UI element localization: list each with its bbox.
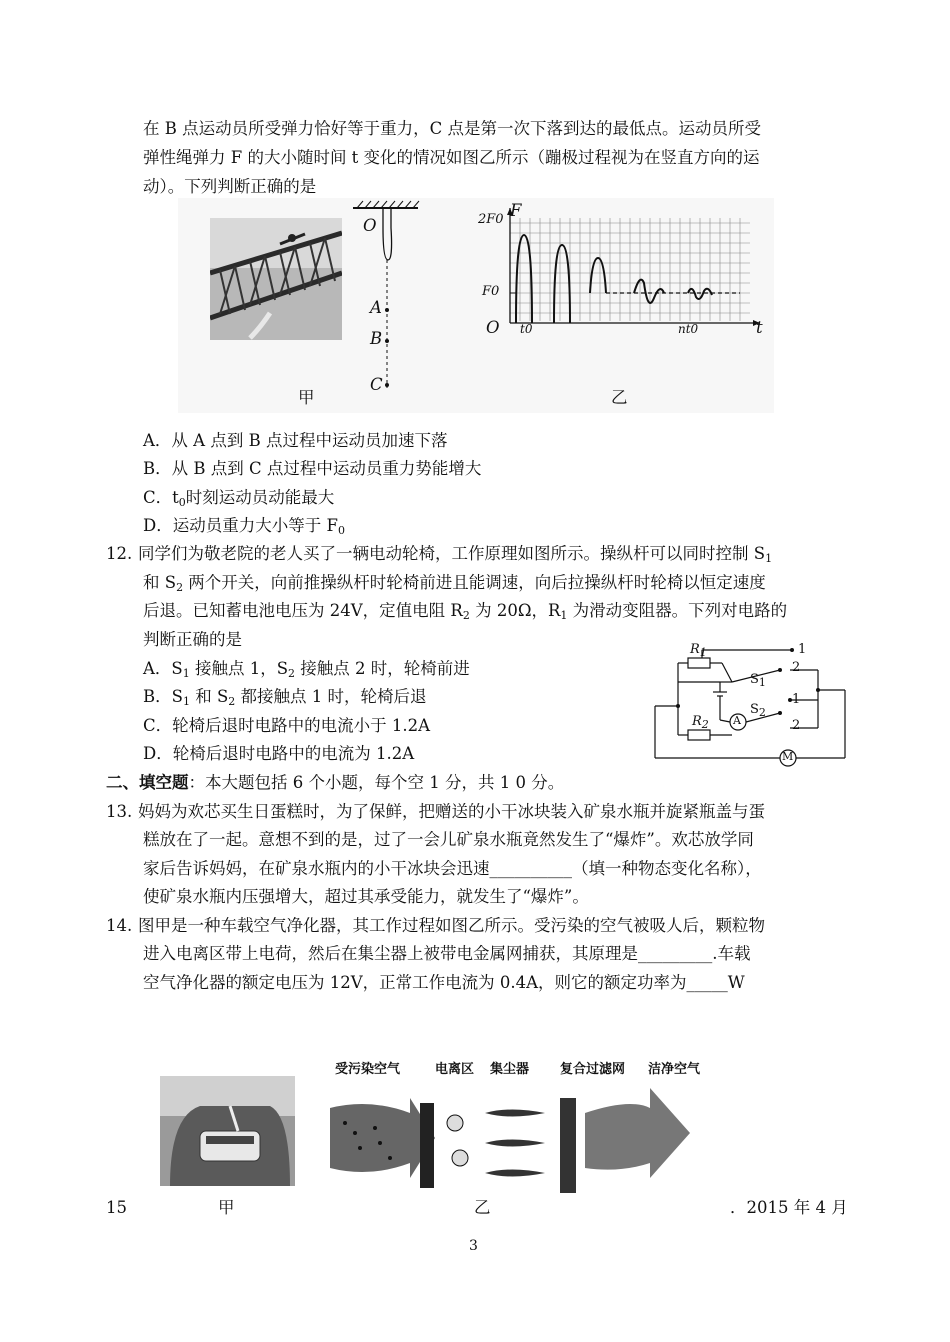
q11-option-b: B．从 B 点到 C 点过程中运动员重力势能增大: [143, 459, 482, 478]
q12-line-2: 和 $S_2$ 两个开关，向前推操纵杆时轮椅前进且能调速，向后拉操纵杆时轮椅以恒定速度: [143, 573, 766, 594]
q15-tail: ．2015 年 4 月: [730, 1198, 848, 1217]
q14-line-2: 进入电离区带上电荷，然后在集尘器上被带电金属网捕获，其原理是_________.车载: [143, 944, 751, 963]
q12-number: 12.: [106, 544, 133, 563]
force-time-graph: [468, 203, 768, 338]
q12-option-d: D．轮椅后退时电路中的电流为 1.2A: [143, 744, 415, 763]
q13-line-1: 妈妈为欢芯买生日蛋糕时，为了保鲜，把赠送的小干冰块装入矿泉水瓶并旋紧瓶盖与蛋: [138, 802, 765, 821]
jia-diagram: [343, 198, 433, 398]
q11-option-c: C．$t_0$时刻运动员动能最大: [143, 488, 335, 509]
label-composite-filter: 复合过滤网: [560, 1062, 626, 1077]
q14-number: 14.: [106, 916, 133, 935]
label-dust-collector: 集尘器: [490, 1062, 530, 1077]
point-C-label: C: [370, 375, 383, 394]
fig-yi-caption: 乙: [611, 388, 628, 407]
q14-line-3: 空气净化器的额定电压为 12V，正常工作电流为 0.4A，则它的额定功率为_____W: [143, 973, 745, 992]
purifier-process-figure: [320, 1058, 740, 1198]
q15-number: 15: [106, 1198, 127, 1217]
page-number: 3: [469, 1238, 478, 1254]
q12-line-1: 同学们为敬老院的老人买了一辆电动轮椅，工作原理如图所示。操纵杆可以同时控制 $S_1$: [138, 544, 773, 565]
point-B-label: B: [370, 329, 383, 348]
q12-option-a: A．$S_1$ 接触点 1，$S_2$ 接触点 2 时，轮椅前进: [143, 659, 470, 680]
circuit-contact-2b: 2: [792, 718, 801, 733]
q13-number: 13.: [106, 802, 133, 821]
q14-line-1: 图甲是一种车载空气净化器，其工作过程如图乙所示。受污染的空气被吸人后，颗粒物: [138, 916, 765, 935]
fig-jia-caption: 甲: [298, 388, 315, 407]
label-t0: t0: [520, 322, 533, 336]
circuit-diagram: [640, 640, 850, 775]
section-2-heading: 二、填空题：本大题包括 6 个小题，每个空 1 分，共 1 0 分。: [106, 773, 565, 792]
q13-line-2: 糕放在了一起。意想不到的是，过了一会儿矿泉水瓶竟然发生了“爆炸”。欢芯放学同: [143, 830, 754, 849]
car-purifier-photo: [160, 1076, 295, 1186]
label-polluted-air: 受污染空气: [335, 1062, 401, 1077]
label-nt0: nt0: [678, 322, 699, 336]
circuit-S1: $S_1$: [750, 672, 766, 689]
ammeter-icon: A: [733, 714, 741, 727]
circuit-S2: $S_2$: [750, 702, 766, 719]
label-2F0: 2F0: [478, 212, 504, 227]
circuit-contact-1a: 1: [798, 642, 807, 657]
label-F0: F0: [482, 284, 500, 299]
q12-line-4: 判断正确的是: [143, 630, 242, 649]
q14-fig-yi-caption: 乙: [474, 1198, 491, 1217]
q13-line-4: 使矿泉水瓶内压强增大，超过其承受能力，就发生了“爆炸”。: [143, 887, 589, 906]
q12-option-b: B．$S_1$ 和 $S_2$ 都接触点 1 时，轮椅后退: [143, 687, 427, 708]
q11-line-1: 在 B 点运动员所受弹力恰好等于重力，C 点是第一次下落到达的最低点。运动员所受: [143, 119, 761, 138]
label-t: t: [756, 318, 763, 337]
motor-icon: M: [782, 750, 794, 763]
q11-line-2: 弹性绳弹力 F 的大小随时间 t 变化的情况如图乙所示（蹦极过程视为在竖直方向的运: [143, 148, 760, 167]
q12-option-c: C．轮椅后退时电路中的电流小于 1.2A: [143, 716, 431, 735]
q12-line-3: 后退。已知蓄电池电压为 24V，定值电阻 $R_2$ 为 20Ω，$R_1$ 为滑动变阻器。下列对电路的: [143, 601, 788, 622]
q13-line-3: 家后告诉妈妈，在矿泉水瓶内的小干冰块会迅速__________（填一种物态变化名称），: [143, 859, 762, 878]
circuit-R1: $R_1$: [690, 642, 707, 659]
point-O-label: O: [363, 216, 377, 235]
point-A-label: A: [370, 298, 382, 317]
q14-fig-jia-caption: 甲: [218, 1198, 235, 1217]
label-O: O: [486, 318, 500, 337]
q11-line-3: 动）。下列判断正确的是: [143, 177, 317, 196]
label-F: F: [510, 201, 522, 220]
label-clean-air: 洁净空气: [648, 1062, 701, 1077]
circuit-contact-2a: 2: [792, 660, 801, 675]
label-ionization-zone: 电离区: [435, 1062, 475, 1077]
circuit-contact-1b: 1: [792, 692, 801, 707]
q11-option-a: A．从 A 点到 B 点过程中运动员加速下落: [143, 431, 448, 450]
circuit-R2: $R_2$: [692, 714, 709, 731]
q11-figure: [178, 198, 774, 413]
q11-option-d: D．运动员重力大小等于 $F_0$: [143, 516, 345, 537]
bungee-photo: [210, 218, 342, 340]
